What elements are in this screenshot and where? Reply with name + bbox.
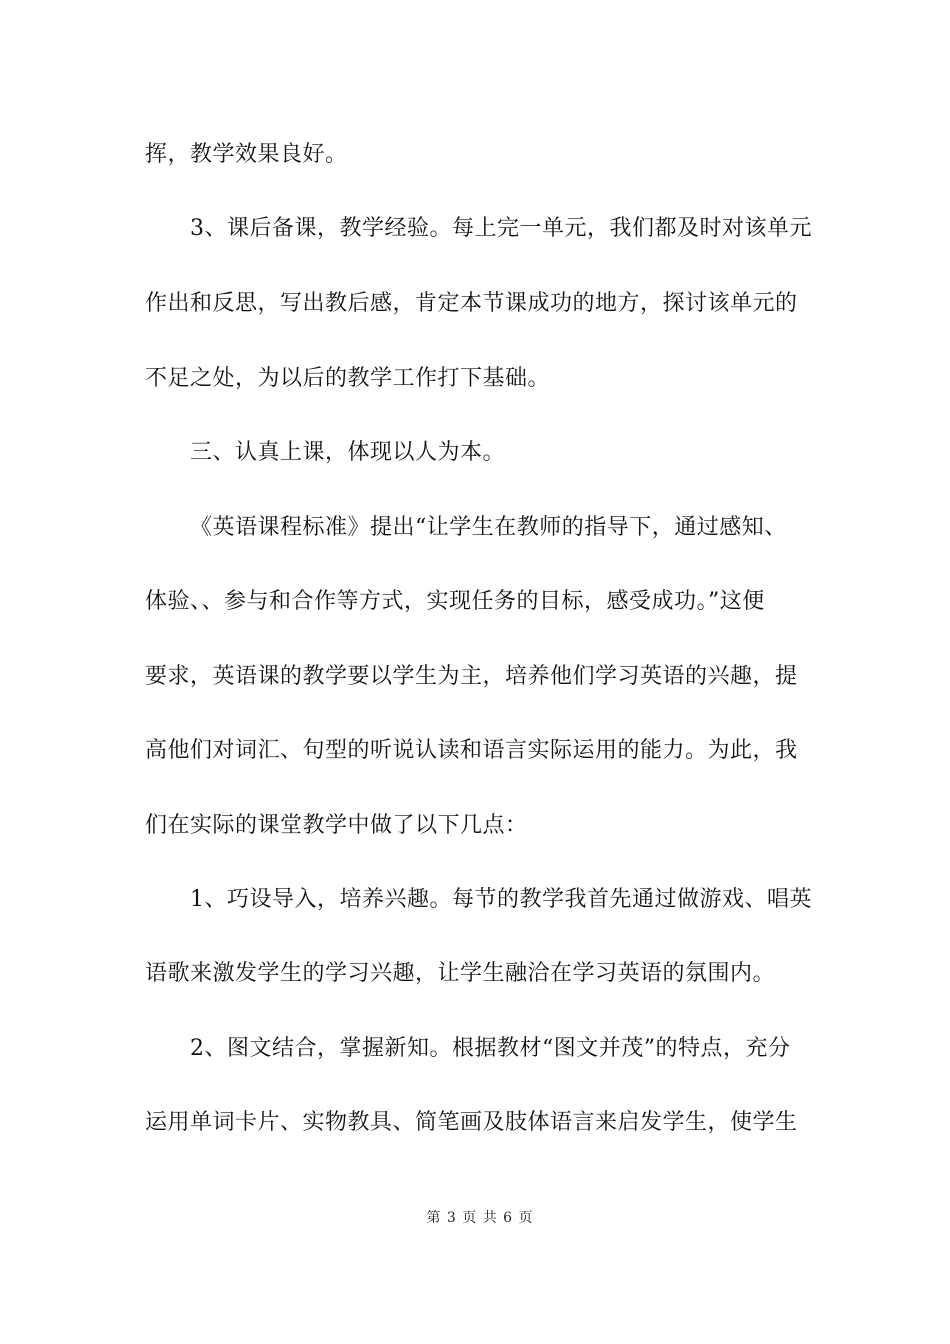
paragraph-line: 3、课后备课，教学经验。每上完一单元，我们都及时对该单元 bbox=[190, 216, 812, 241]
paragraph-line: 语歌来激发学生的学习兴趣，让学生融洽在学习英语的氛围内。 bbox=[145, 961, 776, 986]
paragraph-line: 不足之处，为以后的教学工作打下基础。 bbox=[145, 366, 551, 391]
paragraph-line: 体验、、参与和合作等方式，实现任务的目标，感受成功。”这便 bbox=[145, 589, 765, 614]
paragraph-line: 要求，英语课的教学要以学生为主，培养他们学习英语的兴趣，提 bbox=[145, 664, 798, 689]
paragraph-line: 作出和反思，写出教后感，肯定本节课成功的地方，探讨该单元的 bbox=[145, 291, 798, 316]
page-number-footer: 第 3 页 共 6 页 bbox=[426, 1210, 534, 1226]
section-heading: 三、认真上课，体现以人为本。 bbox=[190, 440, 506, 465]
paragraph-line: 2、图文结合，掌握新知。根据教材“图文并茂”的特点，充分 bbox=[190, 1036, 791, 1061]
paragraph-line: 高他们对词汇、句型的听说认读和语言实际运用的能力。为此，我 bbox=[145, 738, 798, 763]
paragraph-line: 运用单词卡片、实物教具、简笔画及肢体语言来启发学生，使学生 bbox=[145, 1110, 798, 1135]
paragraph-line: 1、巧设导入，培养兴趣。每节的教学我首先通过做游戏、唱英 bbox=[190, 887, 812, 912]
paragraph-line: 《英语课程标准》提出“让学生在教师的指导下，通过感知、 bbox=[190, 515, 787, 540]
paragraph-line: 们在实际的课堂教学中做了以下几点： bbox=[145, 813, 528, 838]
paragraph-line: 挥，教学效果良好。 bbox=[145, 142, 348, 167]
